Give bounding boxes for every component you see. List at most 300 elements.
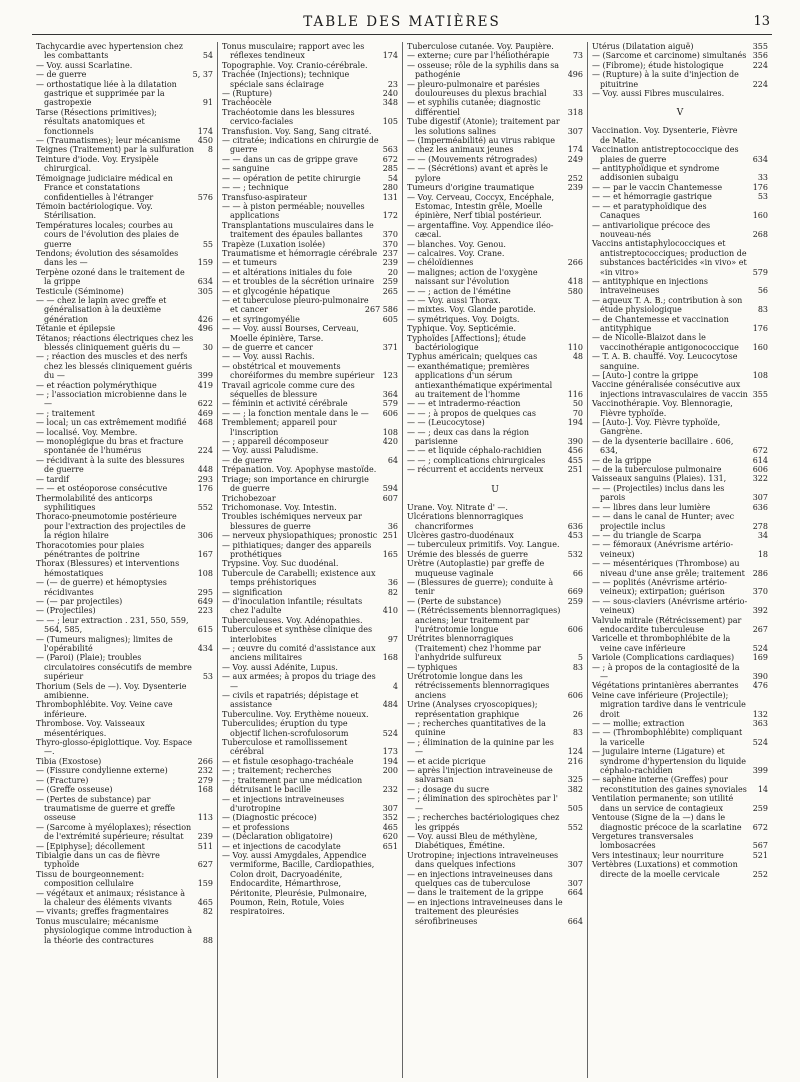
index-entry: [36, 155, 213, 174]
index-entry: [407, 324, 583, 333]
index-entry: [222, 381, 398, 400]
entry-text: — — par le vaccin Chantemesse: [592, 182, 723, 192]
index-entry: [407, 578, 583, 597]
index-entry: [222, 193, 398, 202]
index-entry: [592, 296, 768, 315]
entry-text: — — ; à propos de quelques cas: [407, 408, 536, 418]
entry-page-ref: 176: [197, 484, 213, 494]
entry-page-ref: 322: [752, 474, 768, 484]
entry-page-ref: 259: [567, 596, 583, 606]
index-entry: [36, 823, 213, 842]
index-entry: [592, 418, 768, 437]
index-entry: [222, 541, 398, 560]
index-entry: [407, 785, 583, 794]
entry-text: — (— par projectiles): [36, 596, 123, 606]
index-entry: [222, 315, 398, 324]
entry-page-ref: 426: [197, 314, 213, 324]
index-entry: [222, 842, 398, 851]
entry-page-ref: 174: [382, 51, 398, 61]
entry-text: Tuberculose et ramollissement cérébral: [222, 738, 348, 757]
index-entry: [407, 465, 583, 474]
entry-text: Utérus (Dilatation aiguë): [592, 42, 694, 51]
entry-text: Troubles ischémiques nerveux par blessures de guerre: [222, 512, 362, 531]
entry-text: — — et liquide céphalo-rachidien: [407, 446, 542, 456]
index-entry: [407, 456, 583, 465]
entry-page-ref: 455: [567, 455, 583, 465]
entry-page-ref: 279: [197, 775, 213, 785]
entry-page-ref: 56: [757, 286, 768, 296]
index-entry: [407, 258, 583, 267]
entry-text: — ; recherches quantitatives de la quinine: [407, 719, 546, 738]
index-entry: [222, 616, 398, 625]
index-entry: [592, 728, 768, 747]
index-entry: [407, 334, 583, 353]
entry-text: — ; recherches bactériologiques chez les grippés: [407, 813, 560, 832]
entry-page-ref: 649: [197, 596, 213, 606]
entry-page-ref: 456: [567, 446, 583, 456]
index-entry: [36, 578, 213, 597]
entry-text: — — chez le lapin avec greffe et généralisation à la deuxième génération: [36, 295, 167, 324]
index-entry: [592, 653, 768, 662]
entry-page-ref: 465: [197, 897, 213, 907]
index-entry: [36, 512, 213, 540]
index-entry: [407, 296, 583, 305]
entry-text: Trachée (Injections); technique spéciale sans éclairage: [222, 70, 350, 89]
entry-page-ref: 399: [197, 371, 213, 381]
entry-page-ref: 307: [567, 860, 583, 870]
entry-page-ref: 53: [757, 192, 768, 202]
entry-text: — et acide picrique: [407, 756, 486, 766]
index-entry: [36, 785, 213, 794]
index-entry: [222, 98, 398, 107]
index-entry: [222, 832, 398, 841]
entry-text: Tendons; évolution des sésamoïdes dans les —: [36, 248, 179, 268]
entry-page-ref: 382: [567, 784, 583, 794]
entry-text: — (Blessures de guerre); conduite à tenir: [407, 577, 554, 597]
entry-text: Terpène ozoné dans le traitement de la grippe: [36, 267, 185, 287]
entry-text: — citratée; indications en chirurgie de guerre: [222, 136, 379, 155]
entry-text: — de Chantemesse et vaccination antityphique: [592, 314, 729, 333]
entry-text: Thorium (Sels de —). Voy. Dysenterie amibienne.: [36, 681, 187, 701]
entry-page-ref: 239: [567, 183, 583, 193]
entry-text: Trapèze (Luxation isolée): [222, 239, 326, 249]
index-entry: [407, 634, 583, 662]
entry-page-ref: 450: [197, 136, 213, 146]
entry-page-ref: 496: [197, 324, 213, 334]
entry-text: — jugulaire interne (Ligature) et syndrome d'hypertension du liquide céphalo-rachidien: [592, 747, 746, 776]
entry-page-ref: 419: [197, 380, 213, 390]
index-entry: [592, 681, 768, 690]
index-entry: [407, 512, 583, 531]
index-entry: [222, 155, 398, 164]
entry-page-ref: 239: [197, 832, 213, 842]
index-entry: [36, 653, 213, 681]
entry-page-ref: 5, 37: [192, 70, 213, 80]
entry-text: — osseuse; rôle de la syphilis dans sa pathogénie: [407, 60, 560, 80]
entry-text: Thoraco-pneumotomie postérieure pour l'extraction des projectiles de la région hilaire: [36, 512, 186, 541]
index-entry: [407, 155, 583, 164]
entry-text: — (Déclaration obligatoire): [222, 832, 333, 842]
entry-page-ref: 88: [202, 935, 213, 945]
entry-page-ref: 48: [572, 352, 583, 362]
entry-page-ref: 524: [752, 737, 768, 747]
entry-page-ref: 20: [387, 267, 398, 277]
entry-text: Tachycardie avec hypertension chez les combattants: [36, 42, 183, 61]
page-header: [32, 12, 772, 35]
entry-page-ref: 627: [197, 860, 213, 870]
entry-text: — tardif: [36, 474, 69, 484]
index-entry: [222, 324, 398, 343]
entry-page-ref: 252: [752, 869, 768, 879]
index-entry: [36, 409, 213, 418]
entry-text: — de guerre et cancer: [222, 343, 313, 352]
entry-text: — aux armées; à propos du triage des —: [222, 672, 376, 691]
entry-text: — (Pertes de substance) par traumatisme de guerre et greffe osseuse: [36, 794, 175, 823]
entry-page-ref: 73: [572, 51, 583, 61]
index-entry: [222, 136, 398, 155]
entry-text: — — libres dans leur lumière: [592, 502, 711, 512]
entry-text: Vergetures transversales lombosacrées: [592, 831, 694, 851]
entry-text: Urotropine; injections intraveineuses dans quelques infections: [407, 850, 559, 870]
index-entry: [407, 503, 583, 512]
index-entry: [407, 606, 583, 634]
index-entry: [36, 202, 213, 221]
entry-page-ref: 410: [382, 606, 398, 616]
entry-page-ref: 448: [197, 465, 213, 475]
index-entry: [407, 540, 583, 549]
entry-text: Varicelle et thrombophlébite de la veine cave inférieure: [592, 634, 731, 653]
index-entry: [407, 663, 583, 672]
entry-page-ref: 266: [567, 258, 583, 268]
entry-text: — récurrent et accidents nerveux: [407, 465, 544, 475]
entry-text: — — (Sécrétions) avant et après le pylore: [407, 164, 548, 183]
index-entry: [592, 277, 768, 296]
entry-page-ref: 672: [752, 446, 768, 456]
entry-text: — — ; technique: [222, 183, 289, 193]
index-entry: [222, 757, 398, 766]
entry-page-ref: 108: [197, 568, 213, 578]
entry-page-ref: 176: [752, 323, 768, 333]
entry-page-ref: 607: [382, 493, 398, 503]
entry-text: Traumatisme et hémorragie cérébrale: [222, 248, 378, 258]
index-entry: [407, 719, 583, 738]
index-entry: [592, 89, 768, 98]
index-entry: [407, 399, 583, 408]
entry-text: Typhus américain; quelques cas: [407, 352, 538, 362]
index-entry: [592, 183, 768, 192]
index-entry: [592, 239, 768, 277]
index-entry: [222, 691, 398, 710]
entry-text: Vaisseaux sanguins (Plaies). 131,: [592, 474, 727, 484]
entry-page-ref: 82: [202, 907, 213, 917]
entry-text: — et réaction polymérythique: [36, 380, 157, 390]
entry-text: — externe; cure par l'héliothérapie: [407, 51, 550, 61]
entry-page-ref: 55: [202, 239, 213, 249]
index-entry: [222, 202, 398, 221]
index-entry: [36, 738, 213, 757]
index-entry: [36, 484, 213, 493]
entry-text: — récidivant à la suite des blessures de guerre: [36, 455, 185, 475]
entry-page-ref: 132: [752, 709, 768, 719]
index-entry: [592, 531, 768, 540]
index-entry: [222, 456, 398, 465]
entry-page-ref: 91: [202, 98, 213, 108]
index-entry: [222, 663, 398, 672]
entry-page-ref: 249: [567, 154, 583, 164]
index-entry: [222, 851, 398, 917]
entry-text: — — dans le canal de Hunter; avec projectile inclus: [592, 512, 735, 531]
entry-page-ref: 399: [752, 766, 768, 776]
index-entry: [592, 61, 768, 70]
entry-text: — (Greffe osseuse): [36, 785, 113, 795]
entry-text: — ; appareil décomposeur: [222, 437, 329, 447]
entry-page-ref: 54: [387, 173, 398, 183]
index-entry: [36, 851, 213, 870]
entry-text: — — et paratyphoïdique des Canaques: [592, 201, 707, 221]
entry-page-ref: 173: [382, 747, 398, 757]
entry-page-ref: 651: [382, 841, 398, 851]
entry-text: Thorax (Blessures) et interventions hémostatiques: [36, 559, 180, 578]
index-entry: [36, 917, 213, 945]
entry-text: Témoignage judiciaire médical en France et constatations confidentielles à l'étranger: [36, 173, 173, 202]
index-entry: [36, 145, 213, 154]
index-entry: [407, 249, 583, 258]
index-entry: [222, 597, 398, 616]
index-entry: [407, 531, 583, 540]
entry-text: — (Traumatismes); leur mécanisme: [36, 136, 181, 146]
index-entry: [222, 399, 398, 408]
index-entry: [36, 719, 213, 738]
entry-page-ref: 168: [382, 653, 398, 663]
index-entry: [222, 766, 398, 775]
entry-text: — et syringomyélie: [222, 314, 300, 324]
entry-page-ref: 306: [197, 531, 213, 541]
index-entry: [36, 842, 213, 851]
entry-page-ref: 552: [197, 502, 213, 512]
index-entry: [592, 851, 768, 860]
entry-text: Tuberculine. Voy. Erythème noueux.: [222, 709, 369, 719]
entry-text: Trachéotomie dans les blessures cervico-faciales: [222, 107, 355, 127]
index-entry: [222, 287, 398, 296]
entry-text: — et professions: [222, 822, 290, 832]
index-entry: [592, 315, 768, 334]
index-entry: [36, 494, 213, 513]
entry-page-ref: 251: [382, 531, 398, 541]
entry-page-ref: 4: [392, 681, 398, 691]
entry-page-ref: 484: [382, 700, 398, 710]
index-entry: [407, 738, 583, 757]
entry-text: Tuberculeuses. Voy. Adénopathies.: [222, 615, 363, 625]
entry-text: — antityphique en injections intraveineuses: [592, 276, 709, 296]
entry-page-ref: 511: [197, 841, 213, 851]
entry-text: Tubercule de Carabelli; existence aux temps préhistoriques: [222, 568, 376, 588]
entry-text: — en injections intraveineuses dans le traitement des pleurésies sérofibrineuses: [407, 897, 563, 926]
entry-page-ref: 363: [752, 719, 768, 729]
index-entry: [407, 870, 583, 889]
index-entry: [222, 249, 398, 258]
index-entry: [222, 823, 398, 832]
entry-page-ref: 174: [197, 126, 213, 136]
entry-page-ref: 224: [197, 446, 213, 456]
index-entry: [407, 700, 583, 719]
entry-text: — — et ostéoporose consécutive: [36, 484, 168, 494]
index-entry: [592, 775, 768, 794]
index-entry: [222, 672, 398, 691]
entry-text: Thrombophlébite. Voy. Veine cave inférieure.: [36, 700, 173, 719]
entry-text: — Voy. Cerveau, Coccyx, Encéphale, Estomac, Intestin grêle, Moelle épinière, Nerf tibial postérieur.: [407, 192, 554, 221]
index-entry: [407, 813, 583, 832]
entry-page-ref: 168: [197, 785, 213, 795]
entry-text: Vaccins antistaphylococciques et antistreptococciques; production de substances bactéricides «in vivo» et «in vitro»: [592, 239, 747, 277]
index-entry: [36, 352, 213, 380]
entry-text: — (Paroi) (Plaie); troubles circulatoires consécutifs de membre supérieur: [36, 653, 192, 682]
entry-text: Tétanos; réactions électriques chez les blessés cliniquement guéris du —: [36, 333, 194, 352]
index-entry: [36, 428, 213, 437]
entry-text: — — et intradermo-réaction: [407, 399, 521, 409]
index-entry: [592, 51, 768, 60]
entry-page-ref: 194: [382, 756, 398, 766]
entry-page-ref: 159: [197, 879, 213, 889]
entry-text: Tuberculose et synthèse clinique des interlobites: [222, 625, 373, 644]
entry-text: Vertèbres (Luxations) et commotion directe de la moelle cervicale: [592, 860, 738, 879]
entry-page-ref: 169: [752, 653, 768, 663]
entry-text: — Voy. aussi Bleu de méthylène, Diabétiques, Émétine.: [407, 831, 538, 851]
entry-page-ref: 36: [387, 578, 398, 588]
entry-text: Températures locales; courbes au cours de l'évolution des plaies de guerre: [36, 220, 179, 249]
entry-text: — ; élimination de la quinine par les —: [407, 737, 554, 757]
entry-text: — (Rupture): [222, 89, 273, 99]
index-entry: [222, 710, 398, 719]
entry-page-ref: 268: [752, 229, 768, 239]
entry-text: — — Voy. aussi Rachis.: [222, 352, 315, 362]
entry-page-ref: 159: [197, 258, 213, 268]
index-entry: [592, 352, 768, 371]
entry-text: — et tuberculose pleuro-pulmonaire et cancer: [222, 295, 369, 315]
page-number: 13: [753, 14, 770, 29]
index-entry: [407, 193, 583, 221]
entry-text: — [Auto-] contre la grippe: [592, 371, 699, 380]
entry-text: — Voy. aussi Paludisme.: [222, 446, 319, 456]
entry-page-ref: 307: [567, 126, 583, 136]
index-entry: [592, 221, 768, 240]
entry-page-ref: 468: [197, 418, 213, 428]
entry-page-ref: 123: [382, 371, 398, 381]
index-entry: [36, 249, 213, 268]
entry-page-ref: 672: [382, 154, 398, 164]
entry-page-ref: 259: [382, 277, 398, 287]
entry-page-ref: 124: [567, 747, 583, 757]
entry-page-ref: 286: [752, 568, 768, 578]
entry-text: — ; l'association microbienne dans le —: [36, 390, 187, 409]
entry-text: — tuberculeux primitifs. Voy. Langue.: [407, 540, 560, 550]
entry-text: — (Rupture) à la suite d'injection de pituitrine: [592, 70, 739, 89]
index-entry: [407, 305, 583, 314]
index-entry: [592, 860, 768, 879]
entry-page-ref: 160: [752, 211, 768, 221]
entry-page-ref: 620: [382, 832, 398, 842]
entry-page-ref: 36: [387, 521, 398, 531]
entry-page-ref: 579: [752, 267, 768, 277]
entry-page-ref: 224: [752, 60, 768, 70]
entry-text: Urémie des blessés de guerre: [407, 549, 529, 559]
entry-text: — ; traitement par une médication détruisant le bacille: [222, 775, 363, 795]
index-entry: [592, 794, 768, 813]
entry-page-ref: 50: [572, 399, 583, 409]
entry-page-ref: 390: [567, 437, 583, 447]
index-entry: [222, 89, 398, 98]
index-entry: [222, 296, 398, 315]
entry-page-ref: 34: [757, 530, 768, 540]
index-entry: [36, 287, 213, 296]
entry-text: — — opération de petite chirurgie: [222, 173, 361, 183]
entry-text: — [Auto-]. Voy. Fièvre typhoïde, Gangrène.: [592, 418, 721, 437]
entry-text: — — ; leur extraction . 231, 550, 559, 564, 585,: [36, 615, 189, 635]
entry-page-ref: 521: [752, 850, 768, 860]
index-entry: [36, 456, 213, 475]
index-entry: [407, 794, 583, 813]
index-entry: [407, 51, 583, 60]
entry-page-ref: 54: [202, 51, 213, 61]
index-entry: [592, 192, 768, 201]
entry-page-ref: 579: [382, 399, 398, 409]
entry-text: Trépanation. Voy. Apophyse mastoïde.: [222, 465, 377, 475]
entry-text: Transfuso-aspirateur: [222, 192, 307, 202]
entry-text: Tumeurs d'origine traumatique: [407, 183, 535, 193]
entry-page-ref: 669: [567, 587, 583, 597]
section-letter: V: [676, 108, 684, 119]
index-entry: [222, 221, 398, 240]
index-entry: [222, 418, 398, 437]
index-entry: [36, 108, 213, 136]
entry-text: Typhique. Voy. Septicémie.: [407, 324, 516, 334]
index-entry: [592, 164, 768, 183]
entry-page-ref: 370: [752, 587, 768, 597]
index-entry: [36, 635, 213, 654]
index-entry: [407, 221, 583, 240]
entry-page-ref: 371: [382, 343, 398, 352]
index-entry: [407, 315, 583, 324]
index-entry: [592, 512, 768, 531]
entry-text: — ; traitement; recherches: [222, 766, 332, 776]
entry-text: — de guerre: [222, 455, 273, 465]
index-entry: [407, 888, 583, 897]
entry-text: — civils et rapatriés; dépistage et assistance: [222, 691, 359, 710]
index-entry: [407, 766, 583, 785]
index-entry: [36, 437, 213, 456]
entry-page-ref: 606: [382, 408, 398, 418]
index-entry: [592, 42, 768, 51]
entry-text: Ventilation permanente; son utilité dans un service de contagieux: [592, 794, 734, 813]
index-entry: [36, 418, 213, 427]
entry-text: — et glycogénie hépatique: [222, 286, 330, 296]
entry-page-ref: 594: [382, 484, 398, 494]
entry-page-ref: 278: [752, 521, 768, 531]
entry-text: — vivants; greffes fragmentaires: [36, 907, 169, 917]
index-entry: [592, 484, 768, 503]
index-entry: [407, 98, 583, 117]
entry-page-ref: 307: [382, 803, 398, 813]
index-entry: [222, 475, 398, 494]
entry-text: — — à piston perméable; nouvelles applications: [222, 201, 365, 221]
index-entry: [592, 474, 768, 483]
index-entry: [592, 559, 768, 578]
entry-page-ref: 97: [387, 634, 398, 644]
index-entry: [407, 164, 583, 183]
entry-text: — en injections intraveineuses dans quelques cas de tuberculose: [407, 869, 553, 888]
entry-text: — antivariolique précoce des nouveau-nés: [592, 220, 711, 239]
index-entry: [592, 333, 768, 352]
entry-text: — — (Mouvements rétrogrades): [407, 154, 538, 164]
